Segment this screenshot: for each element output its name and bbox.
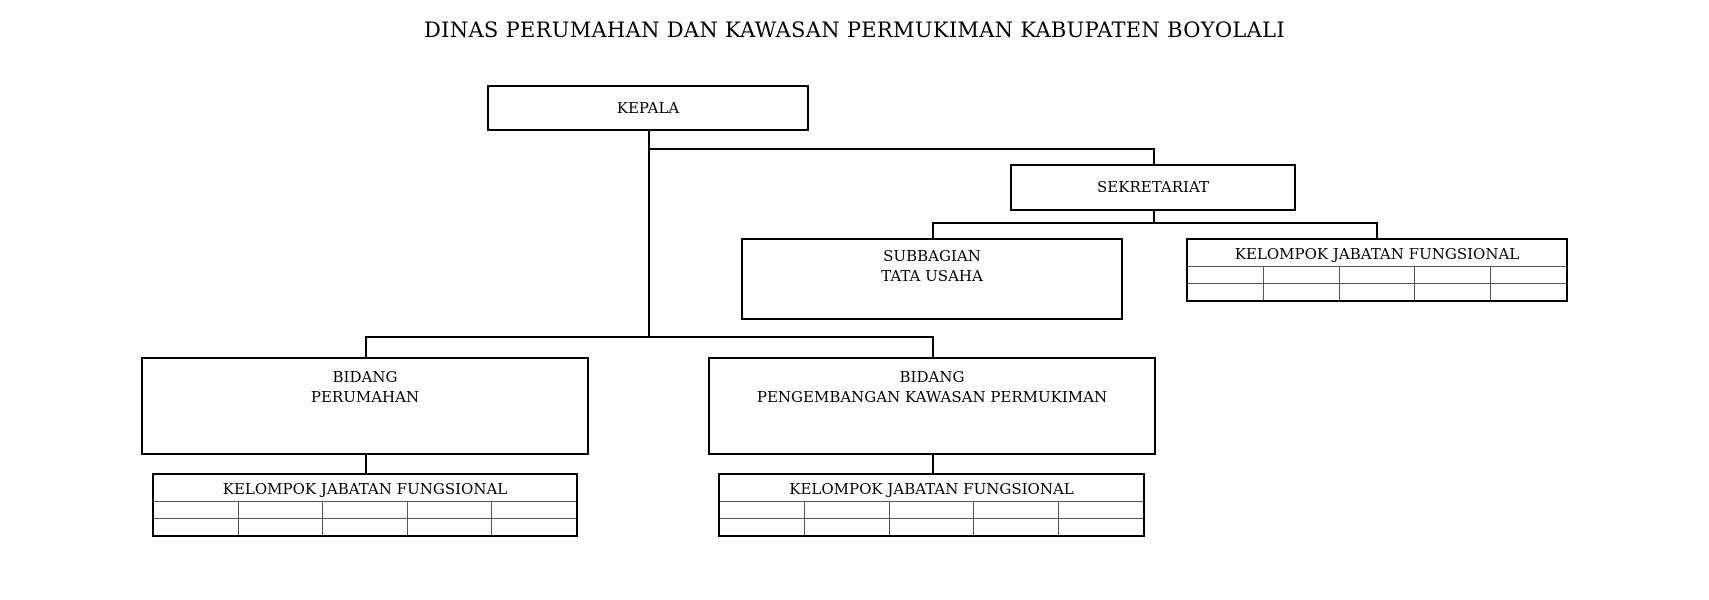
jf-cell [890,519,975,535]
jf-cell [720,519,805,535]
connector-sekretariat-branch [932,222,1377,224]
jf-cell [408,502,493,518]
jf-cell [1264,267,1340,283]
subbagian-tata-usaha-box [741,238,1123,320]
jf-cell [974,519,1059,535]
jf-cell [1491,284,1566,300]
jf-pkp-table [718,473,1145,537]
jf-cell [720,502,805,518]
jf-cell [1264,284,1340,300]
connector-kepala-sekretariat [648,148,1154,150]
jf-perumahan-label: KELOMPOK JABATAN FUNGSIONAL [154,475,576,502]
jf-perumahan-table [152,473,578,537]
bidang-perumahan-label-line2: PERUMAHAN [310,388,420,406]
sekretariat-label: SEKRETARIAT [1097,178,1209,196]
kepala-label: KEPALA [616,99,680,117]
jf-cell [974,502,1059,518]
connector-perumahan-jf [365,454,367,474]
jf-cell [1059,519,1143,535]
jf-cell [323,502,408,518]
jf-cell [492,502,576,518]
jf-cell [239,519,324,535]
jf-cell [805,519,890,535]
jf-cell [323,519,408,535]
jf-cell [154,502,239,518]
jf-cell [1340,284,1416,300]
bidang-perumahan-box [141,357,589,455]
jf-cell [1415,267,1491,283]
jf-cell [408,519,493,535]
connector-subbagian-drop [932,222,934,239]
jf-cell [1415,284,1491,300]
jf-sekretariat-label: KELOMPOK JABATAN FUNGSIONAL [1188,240,1566,267]
jf-cell [154,519,239,535]
bidang-perumahan-label-line1: BIDANG [332,368,398,386]
jf-cell [890,502,975,518]
sekretariat-box [1010,164,1296,211]
connector-bidang-branch [365,336,933,338]
page-title: DINAS PERUMAHAN DAN KAWASAN PERMUKIMAN KABUPATEN BOYOLALI [424,18,1285,42]
connector-bidang-pkp-drop [932,336,934,358]
jf-row [720,518,1143,535]
bidang-pkp-label-line1: BIDANG [899,368,965,386]
jf-cell [1188,267,1264,283]
jf-cell [1491,267,1566,283]
connector-kepala-trunk [648,130,650,337]
jf-cell [805,502,890,518]
subbagian-label-line2: TATA USAHA [881,267,983,285]
kepala-box [487,85,809,131]
jf-row [1188,267,1566,283]
jf-cell [492,519,576,535]
jf-row [720,502,1143,518]
jf-row [154,502,576,518]
jf-cell [239,502,324,518]
jf-cell [1340,267,1416,283]
jf-row [154,518,576,535]
connector-bidang-perumahan-drop [365,336,367,358]
bidang-pkp-label-line2: PENGEMBANGAN KAWASAN PERMUKIMAN [756,388,1108,406]
connector-pkp-jf [932,454,934,474]
jf-sekretariat-table [1186,238,1568,302]
jf-cell [1188,284,1264,300]
jf-row [1188,283,1566,300]
bidang-pkp-box [708,357,1156,455]
jf-cell [1059,502,1143,518]
connector-jf-sekretariat-drop [1376,222,1378,239]
subbagian-label-line1: SUBBAGIAN [883,247,981,265]
jf-pkp-label: KELOMPOK JABATAN FUNGSIONAL [720,475,1143,502]
